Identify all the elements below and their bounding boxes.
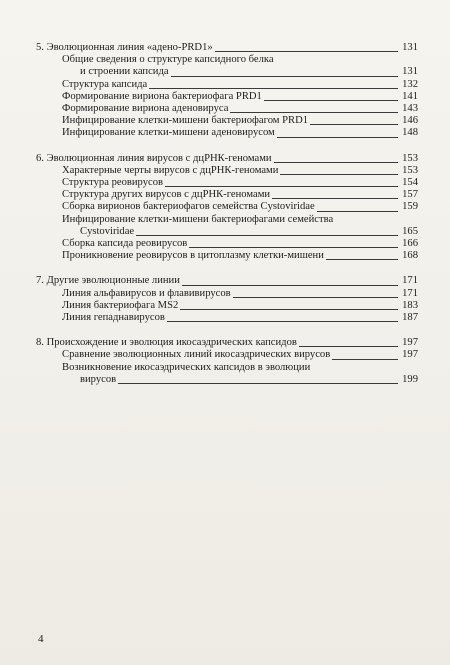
- toc-leader-line: [149, 88, 398, 89]
- toc-entry-title: Сборка вирионов бактериофагов семейства Cystoviridae: [62, 201, 315, 213]
- toc-entry-title: Cystoviridae: [80, 225, 135, 237]
- toc-page-ref: 187: [402, 312, 418, 324]
- toc-entry: [36, 226, 418, 238]
- toc-section-heading: [36, 153, 418, 165]
- toc-page-ref: 143: [402, 103, 418, 115]
- toc-section-heading: [36, 337, 418, 349]
- toc-entry: [36, 79, 418, 91]
- toc-entry-title: Проникновение реовирусов в цитоплазму клетки-мишени: [62, 250, 324, 262]
- page-number: 4: [38, 633, 44, 645]
- toc-entry-title: Структура капсида: [62, 78, 148, 90]
- toc-entry-title: Формирование вириона аденовируса: [62, 103, 229, 115]
- toc-page-ref: 171: [402, 275, 418, 287]
- toc-section: [36, 153, 418, 263]
- toc-entry: [36, 165, 418, 177]
- table-of-contents: [36, 42, 418, 399]
- toc-section: [36, 42, 418, 140]
- toc-page-ref: 159: [402, 201, 418, 213]
- toc-entry-title: Линия альфавирусов и флавивирусов: [62, 287, 231, 299]
- toc-entry-title: Сборка капсида реовирусов: [62, 238, 188, 250]
- toc-leader-line: [280, 174, 398, 175]
- toc-entry: [36, 66, 418, 78]
- toc-page-ref: 197: [402, 349, 418, 361]
- toc-page-ref: 153: [402, 152, 418, 164]
- toc-entry: [36, 214, 418, 226]
- toc-entry-title: Возникновение икосаэдрических капсидов в эволюции: [62, 361, 311, 373]
- toc-entry: [36, 103, 418, 115]
- toc-leader-line: [189, 247, 398, 248]
- toc-leader-line: [277, 137, 398, 138]
- toc-section-title: 7. Другие эволюционные линии: [36, 275, 180, 287]
- toc-entry-title: Структура реовирусов: [62, 177, 164, 189]
- toc-section-title: 5. Эволюционная линия «адено-PRD1»: [36, 42, 213, 53]
- toc-section-title: 8. Происхождение и эволюция икосаэдрических капсидов: [36, 337, 297, 349]
- toc-entry-title: вирусов: [80, 373, 117, 385]
- toc-leader-line: [118, 383, 398, 384]
- toc-entry-title: Структура других вирусов с дцРНК-геномами: [62, 189, 271, 201]
- toc-page-ref: 146: [402, 115, 418, 127]
- toc-page-ref: 197: [402, 337, 418, 349]
- toc-leader-line: [165, 186, 398, 187]
- toc-entry: [36, 300, 418, 312]
- toc-entry-title: Общие сведения о структуре капсидного белка: [62, 54, 274, 66]
- toc-entry: [36, 189, 418, 201]
- toc-leader-line: [171, 76, 398, 77]
- toc-page-ref: 165: [402, 225, 418, 237]
- toc-section-title: 6. Эволюционная линия вирусов с дцРНК-геномами: [36, 152, 272, 164]
- toc-leader-line: [182, 285, 398, 286]
- toc-entry: [36, 201, 418, 213]
- toc-entry-title: Инфицирование клетки-мишени аденовирусом: [62, 127, 275, 139]
- toc-entry: [36, 362, 418, 374]
- toc-section: [36, 337, 418, 386]
- toc-leader-line: [230, 112, 398, 113]
- toc-leader-line: [215, 51, 398, 52]
- toc-leader-line: [299, 346, 398, 347]
- toc-entry: [36, 288, 418, 300]
- toc-entry-title: Сравнение эволюционных линий икосаэдрических вирусов: [62, 349, 331, 361]
- toc-section: [36, 275, 418, 324]
- toc-page-ref: 199: [402, 373, 418, 385]
- toc-leader-line: [272, 198, 398, 199]
- toc-page-ref: 131: [402, 42, 418, 53]
- toc-entry: [36, 349, 418, 361]
- toc-leader-line: [180, 309, 398, 310]
- toc-leader-line: [274, 162, 398, 163]
- toc-entry: [36, 312, 418, 324]
- toc-page-ref: 168: [402, 250, 418, 262]
- toc-entry: [36, 127, 418, 139]
- toc-leader-line: [310, 124, 398, 125]
- toc-leader-line: [326, 259, 398, 260]
- toc-section-heading: [36, 275, 418, 287]
- toc-entry-title: Инфицирование клетки-мишени бактериофагами семейства: [62, 213, 334, 225]
- toc-leader-line: [332, 359, 398, 360]
- toc-entry: [36, 54, 418, 66]
- toc-page-ref: 148: [402, 127, 418, 139]
- toc-leader-line: [317, 211, 398, 212]
- toc-entry-title: Линия бактериофага MS2: [62, 299, 179, 311]
- toc-leader-line: [167, 321, 398, 322]
- toc-entry-title: Инфицирование клетки-мишени бактериофагом PRD1: [62, 115, 309, 127]
- toc-page-ref: 171: [402, 287, 418, 299]
- toc-entry-title: Линия гепаднавирусов: [62, 312, 165, 324]
- toc-entry: [36, 238, 418, 250]
- toc-entry: [36, 91, 418, 103]
- toc-page-ref: 132: [402, 78, 418, 90]
- toc-page-ref: 157: [402, 189, 418, 201]
- toc-leader-line: [264, 100, 398, 101]
- toc-page-ref: 131: [402, 66, 418, 78]
- toc-entry-title: и строении капсида: [80, 66, 169, 78]
- toc-page-ref: 154: [402, 177, 418, 189]
- toc-page-ref: 183: [402, 299, 418, 311]
- toc-entry: [36, 115, 418, 127]
- toc-entry-title: Формирование вириона бактериофага PRD1: [62, 90, 262, 102]
- toc-page-ref: 153: [402, 164, 418, 176]
- toc-leader-line: [233, 297, 398, 298]
- toc-leader-line: [136, 235, 398, 236]
- toc-entry-title: Характерные черты вирусов с дцРНК-геномами: [62, 164, 279, 176]
- toc-page-ref: 166: [402, 238, 418, 250]
- toc-entry: [36, 177, 418, 189]
- toc-entry: [36, 374, 418, 386]
- toc-page-ref: 141: [402, 90, 418, 102]
- toc-entry: [36, 250, 418, 262]
- toc-section-heading: [36, 42, 418, 54]
